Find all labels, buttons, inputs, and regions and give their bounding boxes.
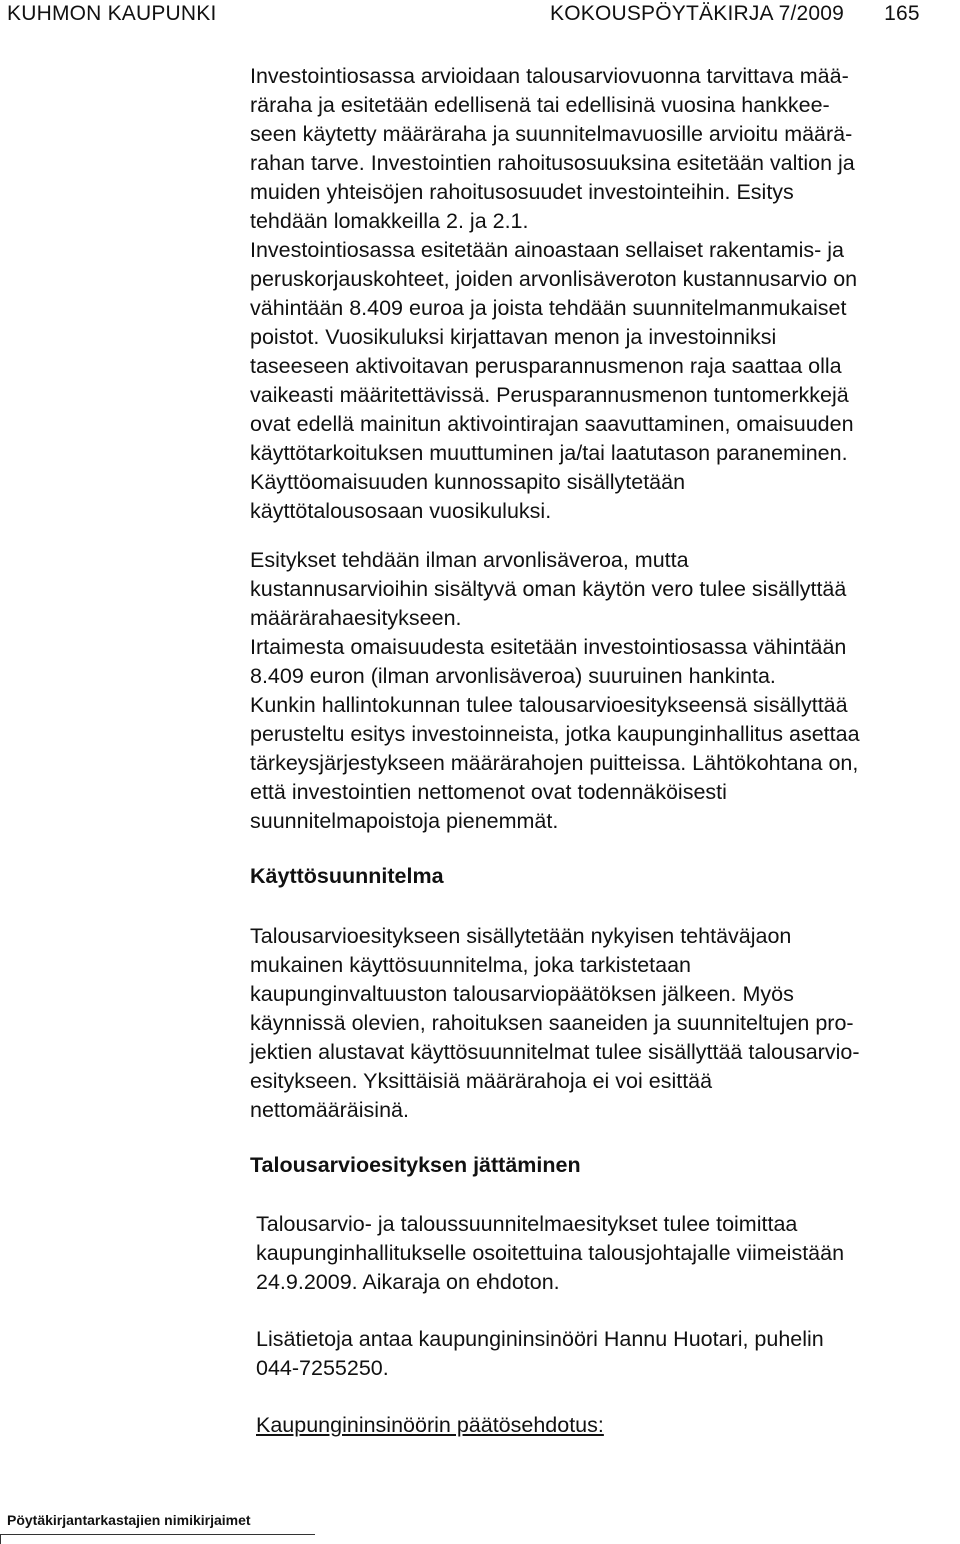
text-line: mukainen käyttösuunnitelma, joka tarkistetaan (250, 953, 691, 977)
text-line: käynnissä olevien, rahoituksen saaneiden ja suunniteltujen pro- (250, 1011, 854, 1035)
text-line: käyttötalousosaan vuosikuluksi. (250, 499, 552, 523)
text-line: Esitykset tehdään ilman arvonlisäveroa, mutta (250, 548, 689, 572)
text-line: peruskorjauskohteet, joiden arvonlisäveroton kustannusarvio on (250, 267, 858, 291)
text-line: kaupunginvaltuuston talousarviopäätöksen jälkeen. Myös (250, 982, 794, 1006)
text-line: taseeseen aktivoitavan perusparannusmenon raja saattaa olla (250, 354, 842, 378)
text-line: Talousarvioesitykseen sisällytetään nykyisen tehtäväjaon (250, 924, 792, 948)
text-line: tärkeysjärjestykseen määrärahojen puitteissa. Lähtökohtana on, (250, 751, 859, 775)
text-line: muiden yhteisöjen rahoitusosuudet investointeihin. Esitys (250, 180, 794, 204)
text-line: suunnitelmapoistoja pienemmät. (250, 809, 559, 833)
section-heading-kayttosuunnitelma: Käyttösuunnitelma (250, 864, 444, 888)
investment-paragraph (250, 62, 857, 526)
text-line: kaupunginhallitukselle osoitettuina talousjohtajalle viimeistään (256, 1241, 845, 1265)
municipality-name: KUHMON KAUPUNKI (7, 2, 217, 25)
section-heading-submission: Talousarvioesityksen jättäminen (250, 1153, 581, 1177)
text-line: poistot. Vuosikuluksi kirjattavan menon ja investoinniksi (250, 325, 777, 349)
proposal-label (256, 1411, 604, 1440)
text-line: käyttötarkoituksen muuttuminen ja/tai laatutason paraneminen. (250, 441, 848, 465)
footer-initials-label: Pöytäkirjantarkastajien nimikirjaimet (7, 1512, 251, 1528)
text-line: Investointiosassa arvioidaan talousarviovuonna tarvittava mää- (250, 64, 849, 88)
text-line: perusteltu esitys investoinneista, jotka kaupunginhallitus asettaa (250, 722, 860, 746)
text-line: rahan tarve. Investointien rahoitusosuuksina esitetään valtion ja (250, 151, 855, 175)
text-line: 044-7255250. (256, 1356, 389, 1380)
text-line: jektien alustavat käyttösuunnitelmat tulee sisällyttää talousarvio- (250, 1040, 860, 1064)
page-number: 165 (884, 2, 920, 25)
minutes-number: KOKOUSPÖYTÄKIRJA 7/2009 (550, 2, 845, 25)
text-line: Lisätietoja antaa kaupungininsinööri Hannu Huotari, puhelin (256, 1327, 824, 1351)
vat-paragraph (250, 546, 860, 836)
text-line: nettomääräisinä. (250, 1098, 409, 1122)
text-line: määrärahaesitykseen. (250, 606, 462, 630)
proposal-label-text: Kaupungininsinöörin päätösehdotus: (256, 1413, 604, 1437)
deadline-paragraph (256, 1210, 844, 1297)
text-line: Investointiosassa esitetään ainoastaan sellaiset rakentamis- ja (250, 238, 844, 262)
text-line: ovat edellä mainitun aktivointirajan saavuttaminen, omaisuuden (250, 412, 854, 436)
text-line: että investointien nettomenot ovat todennäköisesti (250, 780, 727, 804)
text-line: Kunkin hallintokunnan tulee talousarvioesitykseensä sisällyttää (250, 693, 848, 717)
text-line: 24.9.2009. Aikaraja on ehdoton. (256, 1270, 560, 1294)
text-line: räraha ja esitetään edellisenä tai edellisinä vuosina hankkee- (250, 93, 830, 117)
text-line: vähintään 8.409 euroa ja joista tehdään suunnitelmanmukaiset (250, 296, 847, 320)
contact-paragraph (256, 1325, 824, 1383)
text-line: Irtaimesta omaisuudesta esitetään investointiosassa vähintään (250, 635, 847, 659)
text-line: seen käytetty määräraha ja suunnitelmavuosille arvioitu määrä- (250, 122, 853, 146)
text-line: esitykseen. Yksittäisiä määrärahoja ei voi esittää (250, 1069, 713, 1093)
text-line: Talousarvio- ja taloussuunnitelmaesitykset tulee toimittaa (256, 1212, 798, 1236)
footer-initials-box (0, 1534, 1, 1544)
text-line: Käyttöomaisuuden kunnossapito sisällytetään (250, 470, 686, 494)
footer-divider (0, 1534, 315, 1535)
text-line: vaikeasti määritettävissä. Perusparannusmenon tuntomerkkejä (250, 383, 849, 407)
document-title (550, 2, 920, 26)
text-line: 8.409 euron (ilman arvonlisäveroa) suuruinen hankinta. (250, 664, 776, 688)
usage-plan-paragraph (250, 922, 860, 1125)
text-line: kustannusarvioihin sisältyvä oman käytön vero tulee sisällyttää (250, 577, 847, 601)
text-line: tehdään lomakkeilla 2. ja 2.1. (250, 209, 529, 233)
